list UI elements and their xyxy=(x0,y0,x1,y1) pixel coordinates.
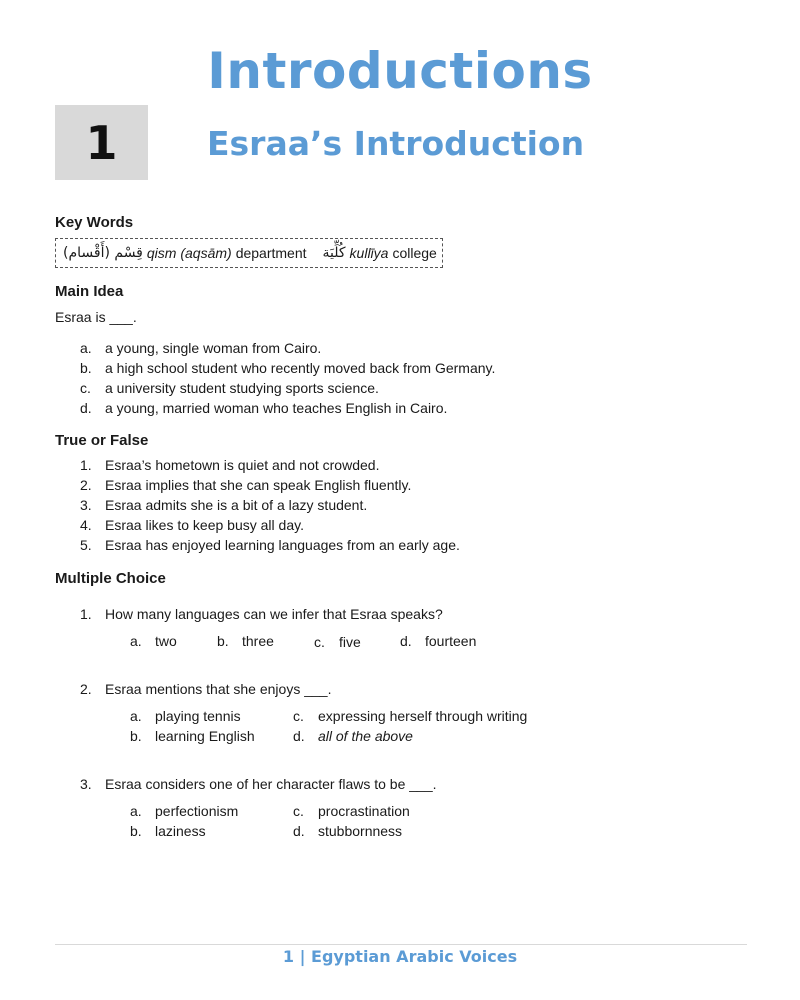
option-letter: d. xyxy=(293,823,305,839)
option-letter: d. xyxy=(400,633,412,649)
answer-option: five xyxy=(339,634,361,650)
answer-option: learning English xyxy=(155,728,255,744)
option-letter: a. xyxy=(130,708,142,724)
item-number: 1. xyxy=(80,457,92,473)
key-word-arabic: كُلِّيَة xyxy=(322,245,346,261)
answer-option: three xyxy=(242,633,274,649)
answer-option: procrastination xyxy=(318,803,410,819)
key-words-heading: Key Words xyxy=(55,214,134,231)
footer-divider xyxy=(55,944,747,945)
main-idea-heading: Main Idea xyxy=(55,283,124,300)
item-number: 4. xyxy=(80,517,92,533)
item-number: 5. xyxy=(80,537,92,553)
main-idea-option: a young, single woman from Cairo. xyxy=(105,340,322,356)
option-letter: a. xyxy=(80,340,92,356)
main-idea-option: a high school student who recently moved back from Germany. xyxy=(105,360,496,376)
true-false-heading: True or False xyxy=(55,432,149,449)
page-title: Introductions xyxy=(207,42,593,100)
key-words-box xyxy=(55,238,443,268)
option-letter: d. xyxy=(293,728,305,744)
main-idea-option: a university student studying sports science. xyxy=(105,380,379,396)
true-false-statement: Esraa admits she is a bit of a lazy student. xyxy=(105,497,368,513)
answer-option: playing tennis xyxy=(155,708,241,724)
option-letter: c. xyxy=(293,708,304,724)
true-false-statement: Esraa has enjoyed learning languages from an early age. xyxy=(105,537,460,553)
multiple-choice-heading: Multiple Choice xyxy=(55,570,166,587)
option-letter: a. xyxy=(130,633,142,649)
answer-option: two xyxy=(155,633,177,649)
option-letter: c. xyxy=(314,634,325,650)
true-false-statement: Esraa’s hometown is quiet and not crowded. xyxy=(105,457,380,473)
key-word-arabic: قِسْم (أَقْسام) xyxy=(63,245,143,261)
option-letter: b. xyxy=(130,728,142,744)
question-text: Esraa mentions that she enjoys ___. xyxy=(105,681,332,697)
chapter-title: Esraa’s Introduction xyxy=(207,124,585,163)
answer-option: perfectionism xyxy=(155,803,239,819)
option-letter: b. xyxy=(80,360,92,376)
question-number: 1. xyxy=(80,606,92,622)
answer-option: laziness xyxy=(155,823,206,839)
option-letter: c. xyxy=(293,803,304,819)
key-word-transliteration: kullīya xyxy=(349,245,389,261)
question-text: How many languages can we infer that Esraa speaks? xyxy=(105,606,443,622)
question-number: 2. xyxy=(80,681,92,697)
option-letter: d. xyxy=(80,400,92,416)
option-letter: c. xyxy=(80,380,91,396)
answer-option: stubbornness xyxy=(318,823,403,839)
true-false-statement: Esraa implies that she can speak English fluently. xyxy=(105,477,412,493)
question-number: 3. xyxy=(80,776,92,792)
chapter-number-box: 1 xyxy=(55,105,148,180)
key-word-transliteration: qism (aqsām) xyxy=(146,245,232,261)
key-word-meaning: college xyxy=(392,245,437,261)
option-letter: b. xyxy=(217,633,229,649)
option-letter: b. xyxy=(130,823,142,839)
answer-option: fourteen xyxy=(425,633,477,649)
item-number: 3. xyxy=(80,497,92,513)
page-footer: 1 | Egyptian Arabic Voices xyxy=(282,947,518,966)
main-idea-option: a young, married woman who teaches English in Cairo. xyxy=(105,400,448,416)
item-number: 2. xyxy=(80,477,92,493)
option-letter: a. xyxy=(130,803,142,819)
true-false-statement: Esraa likes to keep busy all day. xyxy=(105,517,304,533)
key-word-meaning: department xyxy=(235,245,307,261)
answer-option: all of the above xyxy=(318,728,413,744)
main-idea-prompt: Esraa is ___. xyxy=(55,309,137,325)
answer-option: expressing herself through writing xyxy=(318,708,528,724)
question-text: Esraa considers one of her character flaws to be ___. xyxy=(105,776,437,792)
